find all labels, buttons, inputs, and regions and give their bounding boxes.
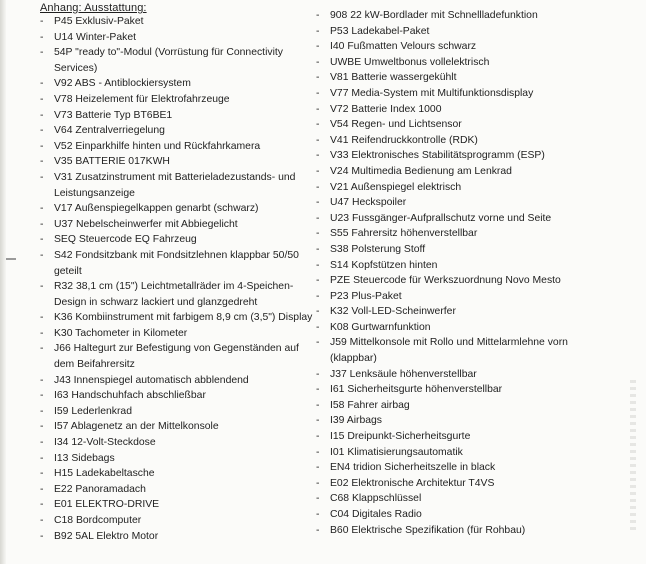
equipment-item <box>316 180 616 196</box>
bullet-dash: - <box>40 452 44 464</box>
bullet-dash: - <box>40 390 44 402</box>
scan-edge <box>0 0 6 564</box>
equipment-item <box>316 523 616 539</box>
equipment-list-right <box>316 8 616 538</box>
equipment-item-text: U23 Fussgänger-Aufprallschutz vorne und Seite <box>330 212 552 224</box>
equipment-item <box>316 398 616 414</box>
bullet-dash: - <box>40 499 44 511</box>
equipment-item <box>316 413 616 429</box>
bullet-dash: - <box>40 140 44 152</box>
equipment-item <box>40 14 320 30</box>
equipment-item <box>40 451 320 467</box>
equipment-item-text: U37 Nebelscheinwerfer mit Abbiegelicht <box>54 218 238 230</box>
equipment-item-text: I39 Airbags <box>330 415 382 427</box>
equipment-item-text: V78 Heizelement für Elektrofahrzeuge <box>54 93 230 105</box>
equipment-item-text: V92 ABS - Antiblockiersystem <box>54 78 191 90</box>
equipment-item <box>316 289 616 305</box>
bullet-dash: - <box>316 446 320 458</box>
equipment-item <box>40 123 320 139</box>
bullet-dash: - <box>316 509 320 520</box>
equipment-item-text: V77 Media-System mit Multifunktionsdisplay <box>330 87 534 99</box>
bullet-dash: - <box>316 25 320 37</box>
equipment-item-text: V64 Zentralverriegelung <box>54 125 165 137</box>
equipment-item <box>316 258 616 274</box>
bullet-dash: - <box>316 72 320 84</box>
equipment-item-text: P53 Ladekabel-Paket <box>330 25 430 37</box>
equipment-item-text: V21 Außenspiegel elektrisch <box>330 181 462 193</box>
equipment-item-text: K30 Tachometer in Kilometer <box>54 327 188 339</box>
bullet-dash: - <box>40 31 44 43</box>
equipment-item <box>316 70 616 86</box>
bullet-dash: - <box>316 384 320 396</box>
bullet-dash: - <box>40 109 44 121</box>
equipment-item-text: V31 Zusatzinstrument mit Batterieladezustands- und Leistungsanzeige <box>54 171 296 199</box>
equipment-item <box>316 304 616 320</box>
equipment-item <box>40 513 320 529</box>
bullet-dash: - <box>40 468 44 480</box>
equipment-item <box>40 373 320 389</box>
equipment-item-text: S38 Polsterung Stoff <box>330 243 426 255</box>
equipment-item <box>40 92 320 108</box>
bullet-dash: - <box>316 87 320 99</box>
equipment-item <box>316 117 616 133</box>
equipment-item <box>40 388 320 404</box>
bullet-dash: - <box>40 218 44 230</box>
equipment-item-text: V72 Batterie Index 1000 <box>330 103 442 115</box>
bullet-dash: - <box>316 10 320 21</box>
equipment-item-text: EN4 tridion Sicherheitszelle in black <box>330 462 496 474</box>
equipment-item-text: C18 Bordcomputer <box>54 515 142 526</box>
equipment-item <box>40 232 320 248</box>
bullet-dash: - <box>316 431 320 443</box>
bullet-dash: - <box>40 249 44 261</box>
bullet-dash: - <box>40 16 44 27</box>
equipment-item-text: V73 Batterie Typ BT6BE1 <box>54 109 173 121</box>
equipment-item <box>316 8 616 24</box>
bullet-dash: - <box>316 150 320 162</box>
margin-mark <box>6 258 16 260</box>
bullet-dash: - <box>40 156 44 168</box>
bullet-dash: - <box>40 421 44 433</box>
bullet-dash: - <box>316 477 320 489</box>
bullet-dash: - <box>40 343 44 355</box>
bullet-dash: - <box>40 203 44 215</box>
bullet-dash: - <box>316 103 320 115</box>
equipment-item <box>40 310 320 326</box>
equipment-item-text: J37 Lenksäule höhenverstellbar <box>330 368 477 380</box>
equipment-item-text: SEQ Steuercode EQ Fahrzeug <box>54 234 197 246</box>
equipment-item <box>40 170 320 201</box>
bullet-dash: - <box>316 462 320 474</box>
equipment-item <box>316 491 616 507</box>
equipment-item-text: J66 Haltegurt zur Befestigung von Gegenständen auf dem Beifahrersitz <box>54 343 299 371</box>
bullet-dash: - <box>40 234 44 246</box>
equipment-item-text: H15 Ladekabeltasche <box>54 468 155 480</box>
bullet-dash: - <box>316 119 320 131</box>
equipment-item-text: E22 Panoramadach <box>54 483 146 495</box>
bullet-dash: - <box>316 41 320 53</box>
equipment-item <box>316 429 616 445</box>
equipment-item-text: V54 Regen- und Lichtsensor <box>330 119 462 131</box>
equipment-item-text: I57 Ablagenetz an der Mittelkonsole <box>54 421 219 433</box>
equipment-item-text: S55 Fahrersitz höhenverstellbar <box>330 228 478 240</box>
bullet-dash: - <box>40 515 44 526</box>
equipment-item-text: 908 22 kW-Bordlader mit Schnellladefunktion <box>330 10 538 21</box>
equipment-item-text: P23 Plus-Paket <box>330 290 402 302</box>
equipment-item-text: V41 Reifendruckkontrolle (RDK) <box>330 134 478 146</box>
bullet-dash: - <box>40 530 44 542</box>
bullet-dash: - <box>316 321 320 333</box>
equipment-item <box>316 320 616 336</box>
equipment-item-text: I13 Sidebags <box>54 452 115 464</box>
equipment-item <box>316 86 616 102</box>
equipment-item <box>316 335 616 366</box>
equipment-item <box>40 154 320 170</box>
bullet-dash: - <box>316 197 320 209</box>
section-heading: Anhang: Ausstattung: <box>40 2 147 14</box>
equipment-item <box>40 201 320 217</box>
equipment-item <box>40 341 320 372</box>
equipment-item <box>316 211 616 227</box>
equipment-item <box>316 476 616 492</box>
equipment-item <box>40 217 320 233</box>
equipment-item-text: V81 Batterie wassergekühlt <box>330 72 457 84</box>
bullet-dash: - <box>316 134 320 146</box>
bullet-dash: - <box>316 275 320 287</box>
equipment-item <box>316 507 616 523</box>
equipment-item <box>316 39 616 55</box>
bullet-dash: - <box>316 399 320 411</box>
equipment-item <box>316 382 616 398</box>
equipment-item-text: K08 Gurtwarnfunktion <box>330 321 431 333</box>
bullet-dash: - <box>40 47 44 59</box>
equipment-item <box>40 30 320 46</box>
equipment-item <box>316 445 616 461</box>
equipment-item <box>40 76 320 92</box>
bullet-dash: - <box>316 524 320 536</box>
bullet-dash: - <box>316 306 320 318</box>
equipment-item <box>316 55 616 71</box>
equipment-item <box>40 139 320 155</box>
equipment-item <box>316 195 616 211</box>
equipment-item-text: K36 Kombiinstrument mit farbigem 8,9 cm (3,5") Display <box>54 312 313 324</box>
equipment-item <box>316 148 616 164</box>
equipment-item-text: E02 Elektronische Architektur T4VS <box>330 477 495 489</box>
bullet-dash: - <box>316 337 320 349</box>
equipment-item-text: K32 Voll-LED-Scheinwerfer <box>330 306 456 318</box>
bullet-dash: - <box>40 125 44 137</box>
bullet-dash: - <box>316 165 320 177</box>
equipment-item-text: R32 38,1 cm (15") Leichtmetallräder im 4-Speichen-Design in schwarz lackiert und glanzgedreht <box>54 281 294 308</box>
equipment-item-text: S14 Kopfstützen hinten <box>330 259 438 271</box>
equipment-item <box>316 102 616 118</box>
bullet-dash: - <box>40 483 44 495</box>
equipment-item <box>40 435 320 451</box>
bullet-dash: - <box>316 368 320 380</box>
equipment-item <box>40 248 320 279</box>
equipment-item <box>40 419 320 435</box>
bullet-dash: - <box>40 437 44 449</box>
bullet-dash: - <box>40 78 44 90</box>
equipment-item-text: I01 Klimatisierungsautomatik <box>330 446 463 458</box>
equipment-item-text: B92 5AL Elektro Motor <box>54 530 159 542</box>
equipment-item <box>316 460 616 476</box>
equipment-item-text: V52 Einparkhilfe hinten und Rückfahrkamera <box>54 140 261 152</box>
equipment-item <box>40 326 320 342</box>
equipment-item <box>316 24 616 40</box>
equipment-item-text: I59 Lederlenkrad <box>54 405 132 417</box>
equipment-item-text: UWBE Umweltbonus vollelektrisch <box>330 56 490 68</box>
equipment-item <box>40 404 320 420</box>
equipment-item-text: V35 BATTERIE 017KWH <box>54 156 170 168</box>
equipment-item <box>316 133 616 149</box>
equipment-item-text: J59 Mittelkonsole mit Rollo und Mittelarmlehne vorn (klappbar) <box>330 337 568 365</box>
bullet-dash: - <box>316 56 320 68</box>
bullet-dash: - <box>40 405 44 417</box>
equipment-item-text: I34 12-Volt-Steckdose <box>54 437 156 449</box>
bullet-dash: - <box>40 374 44 386</box>
equipment-item-text: PZE Steuercode für Werkszuordnung Novo Mesto <box>330 275 561 287</box>
bullet-dash: - <box>40 312 44 324</box>
bullet-dash: - <box>316 493 320 505</box>
equipment-item-text: S42 Fondsitzbank mit Fondsitzlehnen klappbar 50/50 geteilt <box>54 249 299 277</box>
equipment-item <box>316 164 616 180</box>
equipment-item-text: I15 Dreipunkt-Sicherheitsgurte <box>330 431 471 443</box>
equipment-item-text: U47 Heckspoiler <box>330 197 407 209</box>
equipment-item <box>40 482 320 498</box>
equipment-list-left <box>40 14 320 544</box>
bullet-dash: - <box>316 212 320 224</box>
equipment-item <box>40 466 320 482</box>
equipment-item-text: I61 Sicherheitsgurte höhenverstellbar <box>330 384 503 396</box>
bullet-dash: - <box>40 171 44 183</box>
equipment-item-text: J43 Innenspiegel automatisch abblendend <box>54 374 249 386</box>
bullet-dash: - <box>316 228 320 240</box>
equipment-item <box>40 529 320 545</box>
equipment-item <box>316 242 616 258</box>
equipment-item-text: V33 Elektronisches Stabilitätsprogramm (ESP) <box>330 150 545 162</box>
equipment-item-text: E01 ELEKTRO-DRIVE <box>54 499 160 511</box>
equipment-item <box>316 273 616 289</box>
equipment-item-text: V24 Multimedia Bedienung am Lenkrad <box>330 165 512 177</box>
equipment-item-text: I40 Fußmatten Velours schwarz <box>330 41 477 53</box>
equipment-item <box>40 108 320 124</box>
bullet-dash: - <box>40 93 44 105</box>
equipment-item <box>40 279 320 310</box>
equipment-item-text: V17 Außenspiegelkappen genarbt (schwarz) <box>54 203 259 215</box>
equipment-item <box>40 45 320 76</box>
faint-margin-text <box>630 380 636 530</box>
equipment-item-text: U14 Winter-Paket <box>54 31 136 43</box>
equipment-item-text: C04 Digitales Radio <box>330 509 422 520</box>
bullet-dash: - <box>316 181 320 193</box>
equipment-item-text: I63 Handschuhfach abschließbar <box>54 390 206 402</box>
equipment-item-text: I58 Fahrer airbag <box>330 399 410 411</box>
bullet-dash: - <box>40 327 44 339</box>
equipment-item <box>40 497 320 513</box>
equipment-item-text: P45 Exklusiv-Paket <box>54 16 144 27</box>
bullet-dash: - <box>316 259 320 271</box>
bullet-dash: - <box>40 281 44 293</box>
equipment-item <box>316 226 616 242</box>
equipment-item <box>316 367 616 383</box>
equipment-item-text: 54P "ready to"-Modul (Vorrüstung für Connectivity Services) <box>54 47 283 74</box>
equipment-item-text: C68 Klappschlüssel <box>330 493 422 505</box>
equipment-item-text: B60 Elektrische Spezifikation (für Rohbau) <box>330 524 526 536</box>
bullet-dash: - <box>316 243 320 255</box>
bullet-dash: - <box>316 290 320 302</box>
bullet-dash: - <box>316 415 320 427</box>
